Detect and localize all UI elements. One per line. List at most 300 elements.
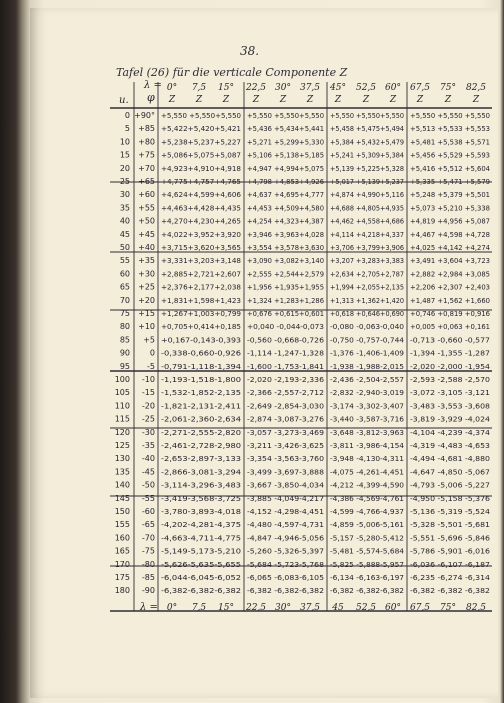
footer-lambda-value: 82,5 [465, 603, 487, 613]
table-row [115, 533, 491, 542]
row-phi: -35 [141, 441, 155, 450]
row-group-4: -4,319 -4,483 -4,653 [410, 441, 491, 450]
table-row [115, 388, 491, 397]
table-row [115, 481, 491, 490]
row-group-4: +4,467 +4,598 +4,728 [410, 229, 491, 239]
row-group-3: -3,174 -3,302-3,407 [330, 401, 405, 411]
row-u: 15 [119, 150, 130, 160]
row-group-4: -5,328 -5,501 -5,681 [410, 520, 491, 530]
row-group-3: -1,938 -1,988-2,015 [330, 361, 405, 371]
footer-lambda-value: 30° [275, 603, 291, 613]
header-lambda-value: 45° [330, 83, 346, 93]
row-phi: +30 [138, 269, 155, 279]
row-phi: +60 [138, 190, 155, 200]
row-phi: -30 [141, 427, 155, 437]
row-group-1: -2,653-2,897-3,133 [161, 454, 242, 464]
table-row [120, 283, 490, 292]
row-group-2: +0,040 -0,044-0,073 [247, 322, 325, 332]
row-u: 100 [114, 375, 130, 384]
row-phi: +55 [138, 203, 155, 213]
row-phi: -25 [141, 414, 155, 424]
row-phi: +5 [143, 335, 155, 345]
row-phi: +70 [138, 163, 155, 173]
row-group-3: +5,241 +5,309+5,384 [330, 150, 405, 160]
row-group-4: -5,786 -5,901 -6,016 [410, 546, 491, 556]
footer-lambda-value: 7,5 [191, 603, 207, 613]
header-lambda-value: 15° [218, 83, 234, 93]
row-u: 35 [119, 203, 130, 213]
row-group-4: -5,136 -5,319 -5,524 [410, 507, 491, 516]
row-u: 175 [114, 573, 130, 582]
row-group-4: -4,647 -4,850 -5,067 [410, 467, 491, 477]
row-u: 110 [114, 401, 130, 411]
row-phi: -20 [141, 401, 155, 411]
row-u: 165 [114, 546, 130, 556]
row-group-3: -3,811 -3,986-4,154 [330, 441, 405, 450]
table-row [120, 269, 490, 278]
header-lambda-value: 0° [166, 83, 178, 93]
row-u: 160 [114, 533, 130, 543]
row-phi: +65 [138, 177, 155, 186]
row-group-1: -2,461-2,728-2,980 [161, 441, 242, 450]
row-phi: -75 [141, 546, 155, 556]
row-phi: -40 [141, 454, 155, 464]
row-group-2: -5,684 -5,723-5,768 [247, 559, 325, 569]
row-phi: +50 [138, 216, 155, 226]
row-phi: +90° [134, 111, 155, 120]
row-group-4: +5,456 +5,529 +5,593 [410, 150, 491, 160]
row-group-2: +0,676 +0,615+0,601 [247, 309, 325, 318]
table-row [120, 217, 490, 226]
table-row [115, 560, 491, 569]
row-group-3: +4,688 +4,805+4,935 [330, 203, 405, 213]
row-group-2: -1,114 -1,247-1,328 [247, 348, 325, 358]
row-group-3: -1,376 -1,406-1,409 [330, 348, 405, 358]
row-group-1: +0,705+0,414+0,185 [161, 322, 242, 332]
row-u: 30 [119, 190, 130, 200]
table-row [120, 203, 490, 212]
row-u: 55 [119, 256, 130, 266]
table-row [125, 111, 490, 120]
row-group-1: -2,866-3,081-3,294 [161, 467, 242, 477]
row-group-3: -2,436 -2,504-2,557 [330, 375, 405, 384]
table-row [120, 296, 490, 305]
table-row [115, 494, 491, 503]
header-lambda-value: 37,5 [299, 83, 321, 93]
row-u: 130 [114, 454, 130, 464]
row-group-1: -3,419-3,568-3,725 [161, 493, 242, 503]
row-group-2: +5,106 +5,138+5,185 [247, 150, 325, 160]
row-u: 80 [119, 322, 130, 332]
row-group-2: -2,874 -3,087-3,276 [247, 414, 325, 424]
row-phi: -45 [141, 467, 155, 477]
row-group-4: +5,416 +5,512 +5,604 [410, 163, 491, 173]
table-row [115, 586, 490, 595]
row-group-3: +5,139 +5,225+5,328 [330, 163, 405, 173]
header-z-label: Z [444, 95, 452, 105]
footer-lambda-value: 75° [440, 603, 456, 613]
row-group-3: -0,080 -0,063-0,040 [330, 322, 405, 332]
row-group-1: -1,193-1,518-1,800 [161, 375, 242, 384]
row-group-1: +4,270+4,230+4,265 [161, 216, 242, 226]
row-phi: -50 [141, 480, 155, 490]
row-u: 155 [114, 520, 130, 530]
row-group-2: +1,956 +1,935+1,955 [247, 282, 325, 292]
row-group-4: -6,036 -6,107 -6,187 [410, 559, 491, 569]
row-group-4: +3,491 +3,604 +3,723 [410, 256, 491, 266]
row-group-2: +3,946 +3,963+4,028 [247, 229, 325, 239]
footer-lambda-value: 22,5 [245, 603, 267, 613]
row-group-2: +4,637 +4,695+4,777 [247, 190, 325, 200]
row-group-2: +4,947 +4,994+5,075 [247, 163, 325, 173]
header-lambda-value: 30° [275, 83, 291, 93]
header-z-label: Z [416, 95, 424, 105]
row-u: 75 [119, 309, 130, 318]
header-z-label: Z [334, 95, 342, 105]
row-group-3: -4,212 -4,399-4,590 [330, 480, 405, 490]
table-row [120, 322, 490, 331]
header-z-labels [168, 95, 480, 105]
row-phi: -5 [147, 361, 155, 371]
footer-lambda-symbol: λ = [140, 602, 158, 613]
table-row [120, 137, 490, 146]
row-group-3: +4,874 +4,990+5,116 [330, 190, 405, 200]
footer-lambda-value: 67,5 [409, 603, 431, 613]
row-group-2: -5,260 -5,326-5,397 [247, 546, 325, 556]
row-group-1: +3,715+3,620+3,565 [161, 243, 242, 252]
row-group-1: +1,831+1,598+1,423 [161, 295, 242, 305]
row-group-3: +5,384 +5,432+5,479 [330, 137, 405, 147]
table-footer [139, 602, 158, 613]
table-row [115, 467, 491, 476]
row-group-1: -2,061-2,360-2,634 [161, 414, 242, 424]
row-group-4: +5,248 +5,379 +5,501 [410, 190, 491, 200]
table-row [120, 151, 490, 160]
row-group-1: -6,382-6,382-6,382 [161, 586, 241, 596]
row-group-2: +2,555 +2,544+2,579 [247, 269, 325, 279]
row-group-3: -5,157 -5,280-5,412 [330, 533, 404, 543]
table-row [115, 401, 491, 410]
row-group-2: +1,324 +1,283+1,286 [247, 295, 325, 305]
row-group-4: +2,206 +2,307 +2,403 [410, 282, 491, 292]
row-group-3: +5,017 +5,139+5,237 [330, 177, 405, 186]
row-group-2: +4,798 +4,853+4,926 [247, 177, 325, 186]
row-group-2: +4,453 +4,509+4,580 [247, 203, 325, 213]
row-group-4: +5,481 +5,538 +5,571 [410, 137, 491, 147]
header-z-label: Z [168, 95, 176, 105]
row-group-1: +3,331+3,203+3,148 [161, 256, 242, 266]
row-u: 40 [119, 216, 130, 226]
row-u: 5 [124, 124, 130, 134]
row-group-3: -6,382 -6,382-6,382 [330, 586, 404, 596]
row-phi: +80 [138, 137, 155, 147]
row-phi: -70 [141, 533, 155, 543]
row-u: 60 [119, 269, 130, 279]
row-group-2: -3,499 -3,697-3,888 [247, 467, 325, 477]
row-group-3: +5,458 +5,475+5,494 [330, 124, 405, 134]
table-row [120, 349, 490, 358]
row-group-3: -6,134 -6,163-6,197 [330, 573, 405, 582]
table-row [125, 124, 490, 133]
row-phi: +75 [138, 150, 155, 160]
footer-lambda-value: 52,5 [355, 603, 377, 613]
row-group-2: +3,554 +3,578+3,630 [247, 243, 325, 252]
table-row [120, 335, 490, 344]
row-group-1: -1,532-1,852-2,135 [161, 388, 242, 398]
row-u: 25 [119, 177, 130, 186]
row-group-2: -4,480 -4,597-4,731 [247, 520, 325, 530]
row-group-4: -3,072 -3,105 -3,121 [410, 388, 491, 398]
row-phi: +45 [138, 229, 155, 239]
footer-lambda-value: 60° [385, 603, 401, 613]
row-group-2: +4,254 +4,323+4,387 [247, 216, 325, 226]
row-u: 120 [114, 427, 130, 437]
row-group-4: +5,550 +5,550 +5,550 [410, 111, 491, 120]
row-u: 10 [119, 137, 130, 147]
row-phi: +35 [138, 256, 155, 266]
row-group-4: -3,483 -3,553 -3,608 [410, 401, 491, 411]
page-number: 38. [240, 44, 260, 58]
row-group-4: +0,005 +0,063 +0,161 [410, 322, 491, 332]
row-group-1: -5,626-5,635-5,655 [161, 559, 242, 569]
row-group-1: -0,338-0,660-0,926 [161, 348, 242, 358]
row-group-3: -3,440 -3,587-3,716 [330, 414, 405, 424]
row-u: 115 [114, 414, 130, 424]
row-phi: +15 [138, 309, 155, 318]
table-row [120, 309, 490, 318]
row-group-3: -4,859 -5,006-5,161 [330, 520, 405, 530]
row-group-2: -6,065 -6,083-6,105 [247, 573, 325, 582]
row-group-2: +5,550 +5,550+5,550 [247, 111, 325, 120]
table-row [120, 256, 490, 265]
table-row [120, 362, 490, 371]
row-group-3: +3,207 +3,283+3,383 [330, 256, 405, 266]
table-row [120, 243, 490, 252]
row-group-4: -3,819 -3,929 -4,024 [410, 414, 491, 424]
header-lambda-value: 52,5 [355, 83, 377, 93]
row-group-2: +5,271 +5,299+5,330 [247, 137, 325, 147]
row-group-1: -2,271-2,555-2,820 [161, 427, 242, 437]
row-group-1: -3,114-3,296-3,483 [161, 480, 242, 490]
row-phi: -60 [141, 507, 155, 516]
header-z-label: Z [279, 95, 287, 105]
footer-lambda-value: 0° [166, 603, 178, 613]
row-group-4: -2,020 -2,000 -1,954 [410, 361, 491, 371]
row-u: 50 [119, 243, 130, 252]
header-z-label: Z [252, 95, 260, 105]
table-row [115, 441, 491, 450]
row-group-1: +5,422+5,420+5,421 [161, 124, 242, 134]
row-u: 85 [119, 335, 130, 345]
row-group-4: -6,382 -6,382 -6,382 [410, 586, 490, 596]
row-group-1: +4,775+4,757+4,765 [161, 177, 242, 186]
header-z-label: Z [306, 95, 314, 105]
table-body [115, 111, 491, 595]
row-u: 150 [114, 507, 130, 516]
table-row [120, 230, 490, 239]
header-z-label: Z [472, 95, 480, 105]
row-group-4: +2,882 +2,984 +3,085 [410, 269, 491, 279]
header-z-label: Z [389, 95, 397, 105]
row-group-2: -3,354 -3,563-3,760 [247, 454, 325, 464]
row-group-4: -4,494 -4,681 -4,880 [410, 454, 491, 464]
table-header [119, 80, 162, 106]
row-group-1: -4,202-4,281-4,375 [161, 520, 242, 530]
header-z-label: Z [222, 95, 230, 105]
row-group-1: -5,149-5,173-5,210 [161, 546, 242, 556]
row-group-2: -4,847 -4,946-5,056 [247, 533, 325, 543]
table-row [115, 547, 491, 556]
table-row [115, 507, 491, 516]
row-group-4: -2,593 -2,588 -2,570 [410, 375, 491, 384]
row-u: 170 [114, 559, 130, 569]
lambda-symbol: λ = [144, 80, 162, 91]
row-phi: 0 [149, 348, 155, 358]
header-lambda-value: 82,5 [465, 83, 487, 93]
row-group-2: -3,211 -3,426-3,625 [247, 441, 325, 450]
row-group-4: -4,793 -5,006 -5,227 [410, 480, 491, 490]
table-row [115, 454, 491, 463]
row-u: 95 [119, 361, 130, 371]
row-group-4: -5,551 -5,696 -5,846 [410, 533, 491, 543]
row-group-3: -3,948 -4,130-4,311 [330, 454, 405, 464]
row-u: 90 [119, 348, 130, 358]
row-group-3: -0,750 -0,757-0,744 [330, 335, 405, 345]
row-u: 125 [114, 441, 130, 450]
row-group-2: -2,366 -2,557-2,712 [247, 388, 324, 398]
row-group-3: +0,618 +0,646+0,690 [330, 309, 405, 318]
row-phi: -85 [141, 573, 155, 582]
row-group-4: -4,104 -4,239 -4,374 [410, 427, 491, 437]
row-group-4: +4,025 +4,142 +4,274 [410, 243, 491, 252]
table-row [115, 375, 491, 384]
row-group-1: -1,821-2,131-2,411 [161, 401, 242, 411]
footer-lambda-value: 45 [332, 603, 344, 613]
row-group-3: +4,114 +4,218+4,337 [330, 229, 405, 239]
row-group-3: +1,994 +2,055+2,135 [330, 282, 405, 292]
row-group-2: -2,649 -2,854-3,030 [247, 401, 325, 411]
row-phi: -90 [141, 586, 155, 596]
row-group-1: +5,086+5,075+5,087 [161, 150, 242, 160]
row-group-3: -2,832 -2,940-3,019 [330, 388, 405, 398]
table-row [120, 177, 490, 186]
u-symbol: u. [119, 95, 129, 106]
row-u: 105 [114, 388, 130, 398]
row-group-2: +5,436 +5,434+5,441 [247, 124, 325, 134]
row-u: 180 [114, 586, 130, 596]
table-row [115, 573, 491, 582]
row-group-2: -3,057 -3,273-3,469 [247, 427, 325, 437]
row-phi: +40 [138, 243, 155, 252]
row-group-4: -4,950 -5,158 -5,376 [410, 493, 491, 503]
row-u: 45 [119, 229, 130, 239]
row-u: 70 [119, 295, 130, 305]
table-row [115, 428, 491, 437]
row-u: 0 [124, 111, 130, 120]
row-u: 135 [114, 467, 130, 477]
row-group-1: -3,780-3,893-4,018 [161, 507, 242, 516]
row-group-1: +0,167-0,143-0,393 [161, 335, 242, 345]
row-group-3: -4,599 -4,766-4,937 [330, 507, 405, 516]
row-group-3: -4,075 -4,261-4,451 [330, 467, 405, 477]
row-group-2: -3,667 -3,850-4,034 [247, 480, 325, 490]
header-lambda-value: 75° [440, 83, 456, 93]
row-u: 145 [114, 493, 130, 503]
row-phi: -80 [141, 559, 155, 569]
row-group-3: +1,313 +1,362+1,420 [330, 295, 405, 305]
row-phi: -65 [141, 520, 155, 530]
header-lambda-value: 22,5 [245, 83, 267, 93]
row-group-3: +3,706 +3,799+3,906 [330, 243, 405, 252]
row-phi: -15 [141, 388, 155, 398]
row-group-1: +4,463+4,428+4,435 [161, 203, 242, 213]
row-group-1: +2,885+2,721+2,607 [161, 269, 242, 279]
row-group-1: +1,267+1,003+0,799 [161, 309, 242, 318]
table-title: Tafel (26) für die verticale Componente Z [116, 66, 348, 79]
table-row [115, 415, 491, 424]
row-group-4: +0,746 +0,819 +0,916 [410, 309, 491, 318]
row-u: 140 [114, 480, 130, 490]
footer-lambda-value: 37,5 [299, 603, 321, 613]
row-group-3: -3,648 -3,812-3,963 [330, 427, 405, 437]
row-group-2: -1,600 -1,753-1,841 [247, 361, 325, 371]
row-group-4: -6,235 -6,274 -6,314 [410, 573, 491, 582]
footer-lambda-value: 15° [218, 603, 234, 613]
row-group-2: -3,885 -4,049-4,217 [247, 493, 325, 503]
row-group-3: -4,386 -4,569-4,761 [330, 493, 405, 503]
row-group-4: +5,335 +5,471 +5,579 [410, 177, 491, 186]
header-lambda-value: 7,5 [191, 83, 207, 93]
phi-symbol: φ [147, 91, 155, 104]
table-row [120, 164, 490, 173]
row-group-2: -2,020 -2,193-2,336 [247, 375, 325, 384]
row-phi: +85 [138, 124, 155, 134]
row-group-4: +1,487 +1,562 +1,660 [410, 295, 491, 305]
row-group-2: +3,090 +3,082+3,140 [247, 256, 325, 266]
row-group-4: -0,713 -0,660 -0,577 [410, 335, 491, 345]
header-z-label: Z [195, 95, 203, 105]
header-lambda-value: 67,5 [409, 83, 431, 93]
row-group-1: +4,923+4,910+4,918 [161, 163, 242, 173]
table-row [120, 190, 490, 199]
row-group-1: -6,044-6,045-6,052 [161, 573, 241, 582]
row-group-4: -1,394 -1,355 -1,287 [410, 348, 491, 358]
row-group-1: +4,624+4,599+4,606 [161, 190, 242, 200]
header-z-label: Z [362, 95, 370, 105]
row-u: 65 [119, 282, 130, 292]
row-phi: +20 [138, 295, 155, 305]
row-group-1: +5,238+5,237+5,227 [161, 137, 242, 147]
row-phi: -55 [141, 493, 155, 503]
row-u: 20 [119, 163, 130, 173]
row-group-3: +4,462 +4,558+4,686 [330, 216, 405, 226]
row-phi: -10 [141, 375, 155, 384]
row-group-3: -5,481 -5,574-5,684 [330, 546, 405, 556]
row-group-2: -0,560 -0,668-0,726 [247, 335, 325, 345]
row-phi: +10 [138, 322, 155, 332]
table-row [115, 520, 491, 529]
row-group-4: +5,073 +5,210 +5,338 [410, 203, 491, 213]
row-group-3: +5,550 +5,550+5,550 [330, 111, 405, 120]
row-group-2: -6,382 -6,382-6,382 [247, 586, 324, 596]
row-group-4: +5,513 +5,533 +5,553 [410, 124, 491, 134]
row-group-1: -4,663-4,711-4,775 [161, 533, 242, 543]
row-group-1: -0,791-1,118-1,394 [161, 361, 242, 371]
row-group-2: -4,152 -4,298-4,451 [247, 507, 325, 516]
row-group-1: +4,022+3,952+3,920 [161, 229, 242, 239]
row-group-1: +2,376+2,177+2,038 [161, 282, 242, 292]
row-group-1: +5,550 +5,550+5,550 [161, 111, 242, 120]
